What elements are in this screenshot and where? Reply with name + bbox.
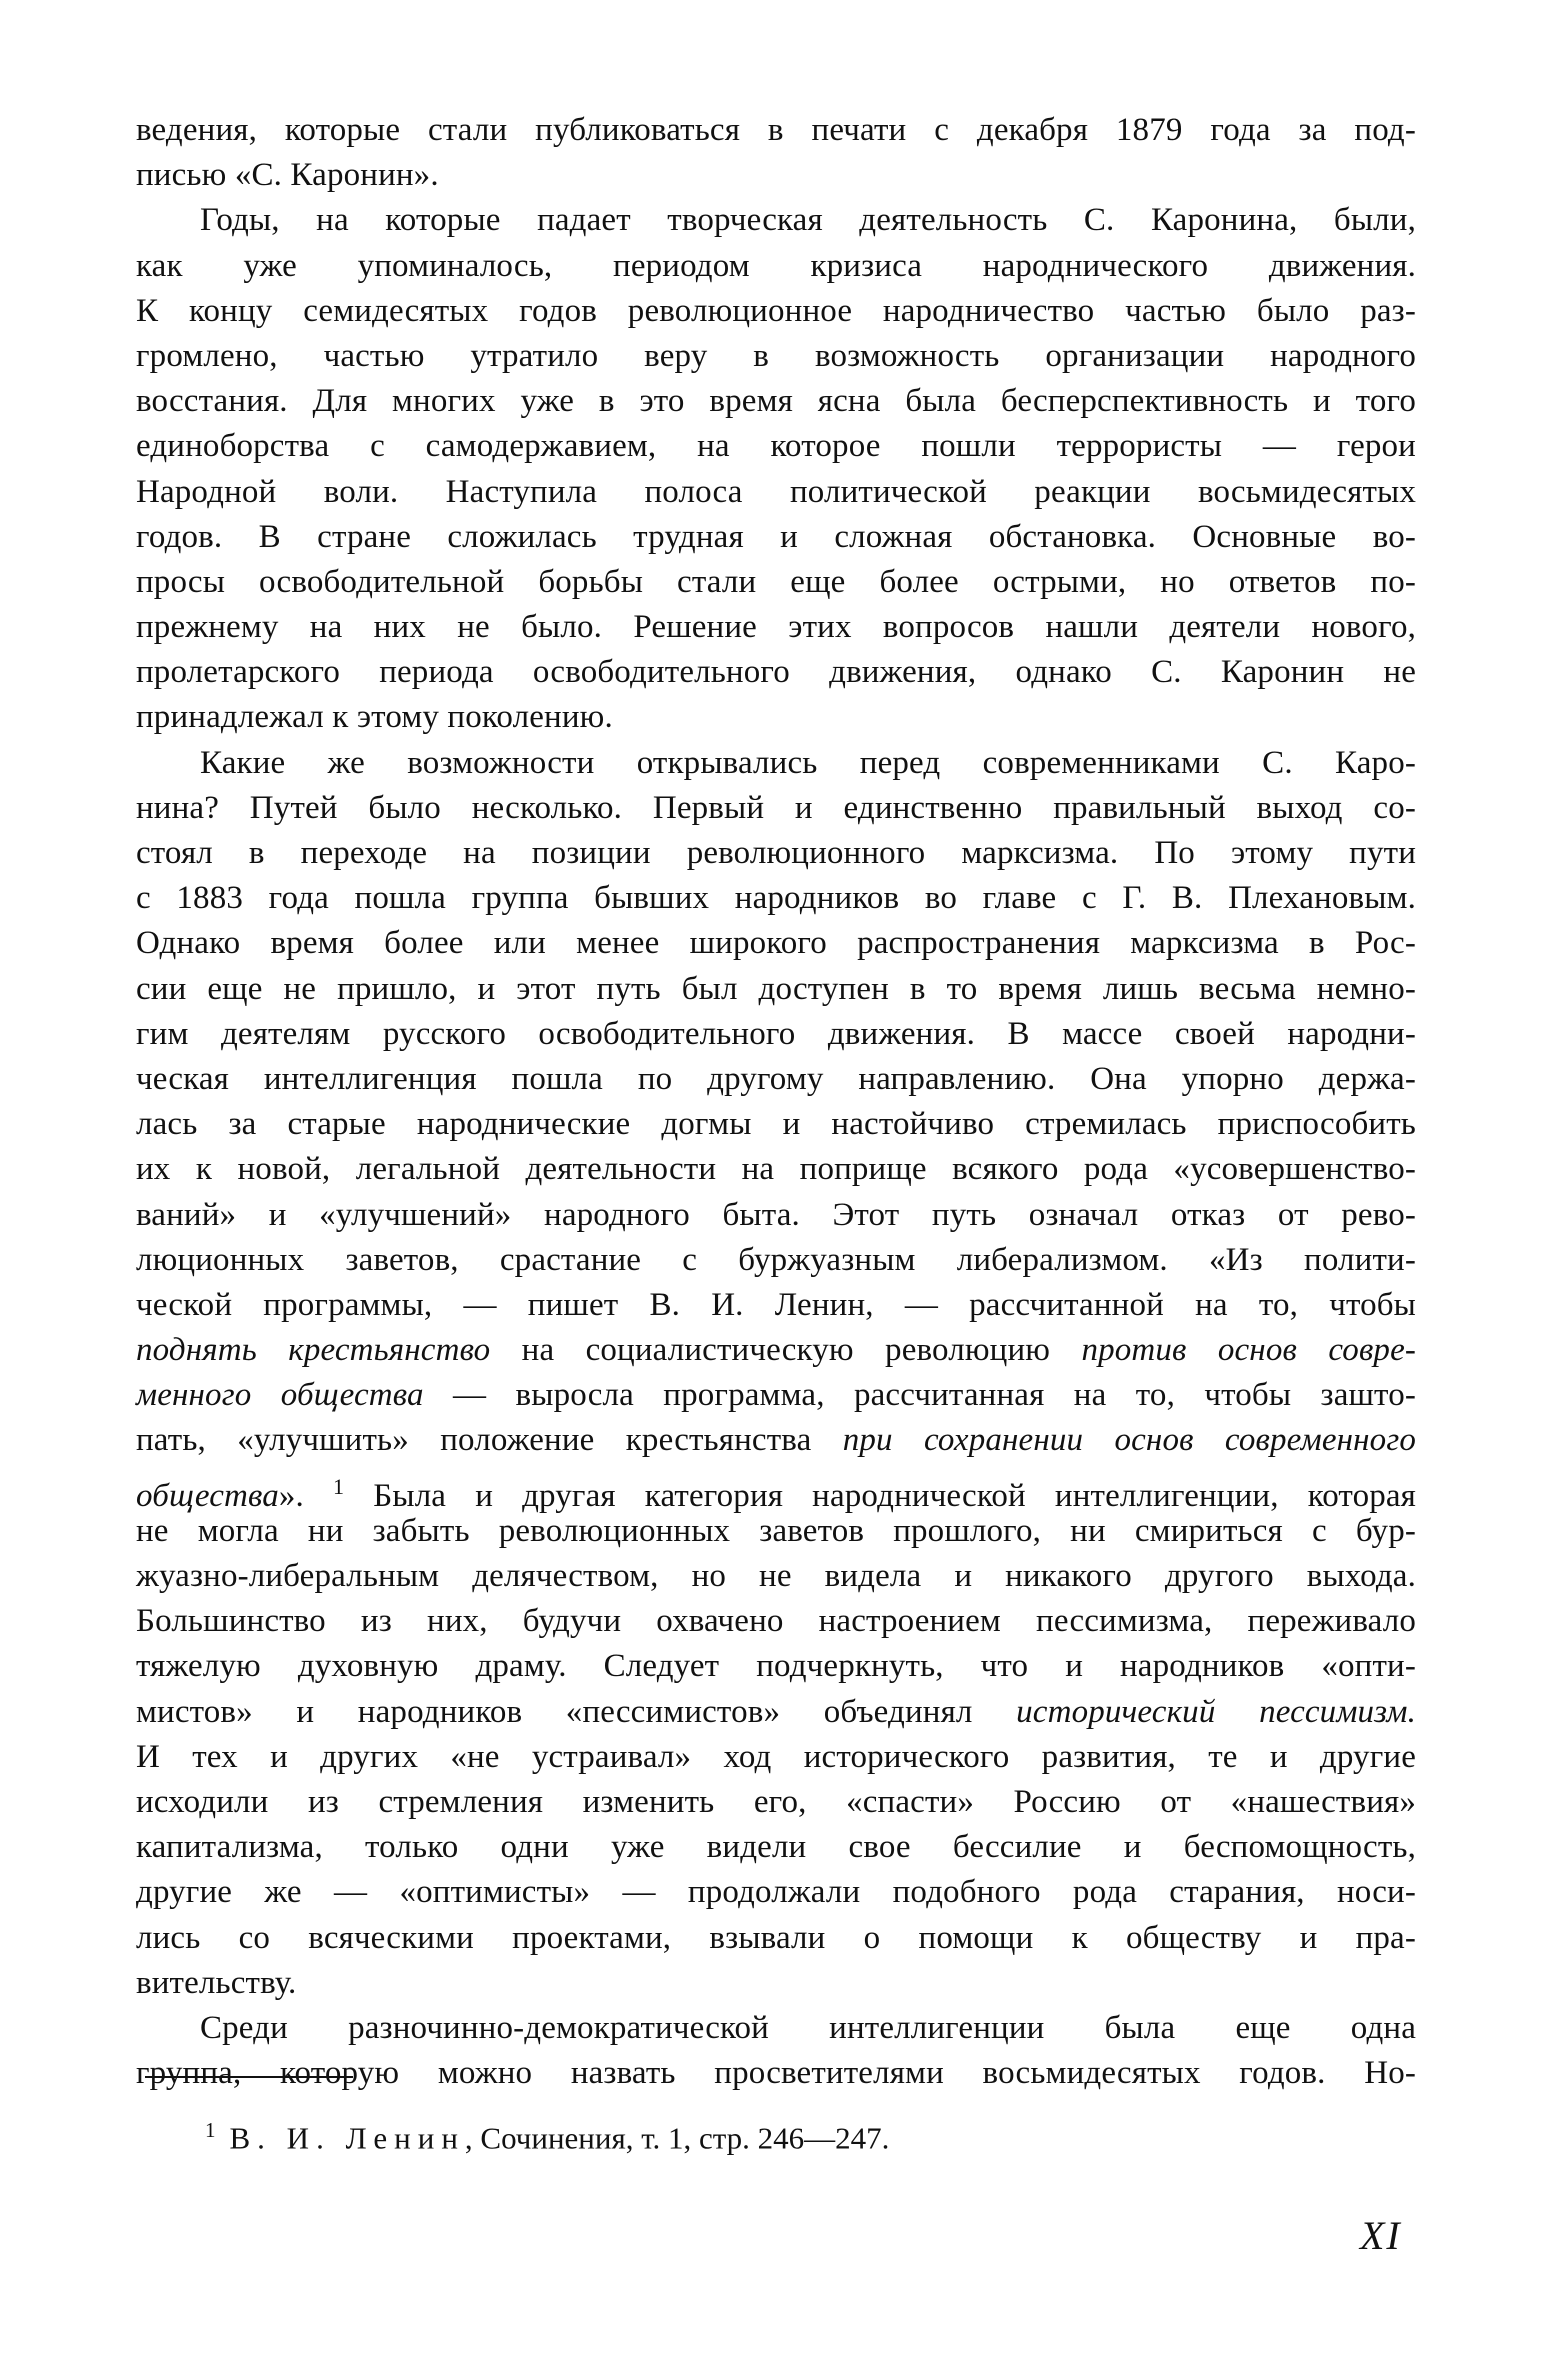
text-line: [136, 1464, 1416, 1514]
footnote-text: , Сочинения, т. 1, стр. 246—247.: [464, 2120, 890, 2156]
text-line: Большинство из них, будучи охвачено настроением пессимизма, переживало: [136, 1603, 1416, 1640]
text-line: ческой программы, — пишет В. И. Ленин, — рассчитанной на то, чтобы: [136, 1286, 1416, 1323]
text-line: принадлежал к этому поколению.: [136, 699, 613, 736]
text-line: Однако время более или менее широкого распространения марксизма в Рос-: [136, 925, 1416, 962]
text-line: [136, 1418, 1416, 1463]
text-line: другие же — «оптимисты» — продолжали подобного рода старания, носи-: [136, 1874, 1416, 1911]
text-line: ческая интеллигенция пошла по другому направлению. Она упорно держа-: [136, 1060, 1416, 1097]
footnote-divider: [145, 2076, 353, 2078]
text-line: [136, 1373, 1416, 1418]
italic-text: исторический пессимизм.: [1016, 1693, 1416, 1730]
text-line: исходили из стремления изменить его, «спасти» Россию от «нашествия»: [136, 1783, 1416, 1820]
text-line: восстания. Для многих уже в это время ясна была бесперспективность и того: [136, 383, 1416, 420]
text-line: не могла ни забыть революционных заветов прошлого, ни смириться с бур-: [136, 1512, 1416, 1549]
text-line: единоборства с самодержавием, на которое пошли террористы — герои: [136, 428, 1416, 465]
text-line: лась за старые народнические догмы и настойчиво стремилась приспособить: [136, 1106, 1416, 1143]
text-line: Народной воли. Наступила полоса политической реакции восьмидесятых: [136, 473, 1416, 510]
italic-text: общества: [136, 1477, 279, 1514]
text-line: их к новой, легальной деятельности на поприще всякого рода «усовершенство-: [136, 1151, 1416, 1188]
text-line: группа, которую можно назвать просветителями восьмидесятых годов. Но-: [136, 2055, 1416, 2092]
text-line: как уже упоминалось, периодом кризиса народнического движения.: [136, 247, 1416, 284]
text-line: сии еще не пришло, и этот путь был доступен в то время лишь весьма немно-: [136, 970, 1416, 1007]
text-line: лись со всяческими проектами, взывали о помощи к обществу и пра-: [136, 1919, 1416, 1956]
text-line: ваний» и «улучшений» народного быта. Этот путь означал отказ от рево-: [136, 1196, 1416, 1233]
text-fragment: ».: [278, 1477, 334, 1514]
italic-text: поднять крестьянство: [136, 1332, 491, 1369]
italic-text: при сохранении основ современного: [842, 1422, 1416, 1459]
text-line: стоял в переходе на позиции революционного марксизма. По этому пути: [136, 835, 1416, 871]
text-line: [136, 1328, 1416, 1373]
text-line: писью «С. Каронин».: [136, 157, 439, 194]
text-line: [136, 1690, 1416, 1735]
text-fragment: пать, «улучшить» положение крестьянства: [136, 1422, 843, 1459]
text-line: тяжелую духовную драму. Следует подчеркнуть, что и народников «опти-: [136, 1648, 1416, 1685]
text-line: гим деятелям русского освободительного движения. В массе своей народни-: [136, 1015, 1416, 1052]
page-number: XI: [1360, 2213, 1402, 2258]
text-fragment: — выросла программа, рассчитанная на то, чтобы зашто-: [423, 1377, 1416, 1414]
text-line: пролетарского периода освободительного движения, однако С. Каронин не: [136, 654, 1416, 691]
italic-text: против основ совре-: [1081, 1332, 1417, 1369]
text-fragment: Была и другая категория народнической интеллигенции, которая: [344, 1477, 1416, 1514]
text-line: люционных заветов, срастание с буржуазным либерализмом. «Из полити-: [136, 1241, 1416, 1278]
text-line: просы освободительной борьбы стали еще более острыми, но ответов по-: [136, 563, 1416, 600]
text-line: годов. В стране сложилась трудная и сложная обстановка. Основные во-: [136, 518, 1416, 555]
text-line: Какие же возможности открывались перед современниками С. Каро-: [200, 744, 1416, 781]
text-line: И тех и других «не устраивал» ход исторического развития, те и другие: [136, 1738, 1416, 1775]
italic-text: менного общества: [136, 1377, 424, 1414]
footnote-marker: 1: [205, 2118, 216, 2142]
text-line: нина? Путей было несколько. Первый и единственно правильный выход со-: [136, 789, 1416, 826]
text-line: капитализма, только одни уже видели свое бессилие и беспомощность,: [136, 1829, 1416, 1866]
text-line: Годы, на которые падает творческая деятельность С. Каронина, были,: [200, 202, 1416, 239]
footnote: [205, 2110, 889, 2158]
text-line: К концу семидесятых годов революционное народничество частью было раз-: [136, 292, 1416, 329]
text-line: жуазно-либеральным делячеством, но не видела и никакого другого выхода.: [136, 1558, 1416, 1594]
main-text: [136, 108, 1416, 2096]
text-line: ведения, которые стали публиковаться в печати с декабря 1879 года за под-: [136, 112, 1416, 148]
text-line: с 1883 года пошла группа бывших народников во главе с Г. В. Плехановым.: [136, 880, 1416, 917]
text-line: громлено, частью утратило веру в возможность организации народного: [136, 337, 1416, 374]
footnote-author: В. И. Ленин: [229, 2120, 465, 2156]
text-fragment: на социалистическую революцию: [490, 1332, 1082, 1369]
text-line: Среди разночинно-демократической интеллигенции была еще одна: [200, 2009, 1416, 2046]
footnote-reference: 1: [333, 1473, 345, 1499]
text-line: вительству.: [136, 1964, 297, 2001]
text-line: прежнему на них не было. Решение этих вопросов нашли деятели нового,: [136, 609, 1416, 646]
text-fragment: мистов» и народников «пессимистов» объединял: [136, 1693, 1017, 1730]
